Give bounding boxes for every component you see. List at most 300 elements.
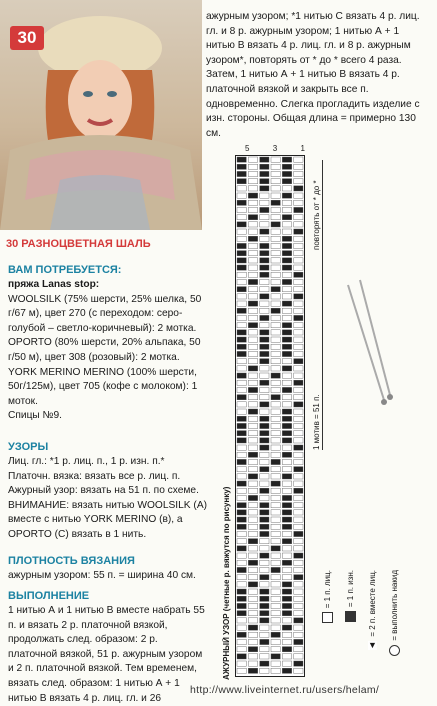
chart-cell	[237, 438, 246, 443]
chart-cell	[282, 582, 291, 587]
col-label-3: 3	[272, 144, 278, 153]
chart-cell	[260, 481, 269, 486]
chart-cell	[294, 366, 303, 371]
chart-cell	[294, 251, 303, 256]
chart-cell	[294, 373, 303, 378]
chart-cell	[294, 395, 303, 400]
chart-cell	[248, 596, 257, 601]
chart-cell	[282, 186, 291, 191]
chart-cell	[260, 186, 269, 191]
chart-cell	[237, 359, 246, 364]
chart-cell	[237, 186, 246, 191]
chart-cell	[248, 287, 257, 292]
source-url: http://www.liveinternet.ru/users/helam/	[190, 684, 380, 696]
chart-cell	[282, 661, 291, 666]
execution-text: 1 нитью А и 1 нитью В вместе набрать 55 п. и вязать 2 р. платочной вязкой, продолжать след. образом: 2 р. платочной вязкой, 51 р. ажурным узором и 2 п. платочной вязкой. Тем временем, вязать след. образом: 1 нитью А + 1 нитью В вязать 4 р. лиц. гл. и 26	[8, 605, 205, 704]
chart-cell	[237, 654, 246, 659]
chart-cell	[237, 423, 246, 428]
chart-cell	[260, 632, 269, 637]
chart-cell	[248, 467, 257, 472]
chart-cell	[260, 323, 269, 328]
chart-cell	[237, 488, 246, 493]
chart-cell	[271, 618, 280, 623]
chart-cell	[282, 251, 291, 256]
chart-cell	[260, 366, 269, 371]
chart-cell	[248, 654, 257, 659]
chart-cell	[271, 229, 280, 234]
chart-cell	[294, 503, 303, 508]
chart-cell	[271, 639, 280, 644]
chart-cell	[237, 524, 246, 529]
chart-cell	[248, 423, 257, 428]
chart-cell	[260, 423, 269, 428]
chart-cell	[260, 258, 269, 263]
chart-cell	[248, 503, 257, 508]
purl-symbol-icon	[345, 611, 356, 622]
chart-cell	[282, 315, 291, 320]
chart-cell	[282, 416, 291, 421]
chart-cell	[282, 171, 291, 176]
chart-cell	[248, 222, 257, 227]
chart-cell	[237, 315, 246, 320]
chart-cell	[248, 373, 257, 378]
chart-cell	[260, 229, 269, 234]
chart-cell	[260, 603, 269, 608]
chart-cell	[260, 474, 269, 479]
chart-cell	[237, 337, 246, 342]
chart-cell	[271, 567, 280, 572]
chart-cell	[282, 409, 291, 414]
chart-cell	[248, 488, 257, 493]
chart-cell	[260, 524, 269, 529]
chart-cell	[237, 351, 246, 356]
chart-cell	[248, 279, 257, 284]
chart-cell	[294, 287, 303, 292]
chart-cell	[237, 200, 246, 205]
chart-cell	[237, 301, 246, 306]
density-text: ажурным узором: 55 п. = ширина 40 см.	[8, 570, 196, 581]
chart-cell	[248, 589, 257, 594]
chart-cell	[271, 409, 280, 414]
chart-cell	[237, 416, 246, 421]
chart-cell	[248, 272, 257, 277]
chart-cell	[282, 265, 291, 270]
chart-cell	[294, 207, 303, 212]
pattern-3: Ажурный узор: вязать на 51 п. по схеме.	[8, 485, 199, 497]
chart-cell	[260, 164, 269, 169]
chart-cell	[271, 452, 280, 457]
chart-cell	[282, 474, 291, 479]
chart-cell	[294, 265, 303, 270]
chart-cell	[260, 668, 269, 673]
chart-cell	[248, 157, 257, 162]
chart-cell	[282, 553, 291, 558]
chart-cell	[271, 380, 280, 385]
chart-cell	[260, 380, 269, 385]
chart-cell	[282, 539, 291, 544]
chart-cell	[294, 510, 303, 515]
chart-cell	[260, 279, 269, 284]
chart-cell	[271, 287, 280, 292]
chart-cell	[271, 279, 280, 284]
chart-cell	[248, 632, 257, 637]
chart-cell	[294, 575, 303, 580]
chart-cell	[294, 351, 303, 356]
chart-cell	[271, 323, 280, 328]
chart-cell	[237, 222, 246, 227]
chart-cell	[282, 639, 291, 644]
chart-cell	[294, 416, 303, 421]
chart-cell	[248, 337, 257, 342]
legend-k2tog-text: = 2 п. вместе лиц.	[368, 570, 377, 637]
k2tog-symbol-icon: ▼	[368, 639, 377, 650]
chart-cell	[248, 366, 257, 371]
chart-cell	[294, 611, 303, 616]
chart-cell	[294, 639, 303, 644]
chart-cell	[237, 625, 246, 630]
chart-cell	[237, 531, 246, 536]
chart-cell	[260, 495, 269, 500]
chart-cell	[248, 409, 257, 414]
chart-cell	[282, 517, 291, 522]
legend-purl-text: = 1 п. изн.	[346, 570, 355, 608]
chart-cell	[294, 236, 303, 241]
chart-cell	[260, 251, 269, 256]
chart-cell	[271, 445, 280, 450]
chart-cell	[271, 366, 280, 371]
chart-cell	[271, 603, 280, 608]
chart-cell	[282, 654, 291, 659]
chart-cell	[294, 193, 303, 198]
chart-cell	[248, 186, 257, 191]
repeat-label: повторять от * до *	[312, 180, 321, 250]
chart-cell	[282, 380, 291, 385]
chart-cell	[248, 553, 257, 558]
chart-cell	[271, 438, 280, 443]
patterns-block	[8, 455, 208, 543]
chart-cell	[248, 531, 257, 536]
chart-cell	[282, 567, 291, 572]
needles-text: Спицы №9.	[8, 410, 62, 422]
chart-cell	[294, 488, 303, 493]
chart-cell	[260, 654, 269, 659]
chart-cell	[271, 344, 280, 349]
chart-cell	[237, 575, 246, 580]
chart-cell	[248, 229, 257, 234]
chart-cell	[248, 193, 257, 198]
density-heading: ПЛОТНОСТЬ ВЯЗАНИЯ	[8, 555, 135, 567]
chart-cell	[237, 164, 246, 169]
chart-cell	[294, 661, 303, 666]
chart-cell	[271, 308, 280, 313]
materials-block	[8, 278, 208, 424]
chart-cell	[294, 531, 303, 536]
chart-cell	[260, 639, 269, 644]
lace-chart	[235, 155, 305, 677]
continuation-text: ажурным узором; *1 нитью С вязать 4 р. лиц. гл. и 8 р. ажурным узором; 1 нитью А + 1 нитью В вязать 4 р. лиц. гл. и 8 р. ажурным узором*, повторять от * до * всего 4 раза. Затем, 1 нитью А + 1 нитью В вязать 4 р. платочной вязкой и закрыть все п. одновременно. Слегка прогладить изделие с изн. стороны. Общая длина = примерно 130 см.	[206, 11, 420, 139]
chart-cell	[237, 373, 246, 378]
chart-cell	[294, 186, 303, 191]
chart-cell	[237, 589, 246, 594]
chart-cell	[237, 287, 246, 292]
chart-cell	[294, 452, 303, 457]
chart-cell	[237, 553, 246, 558]
chart-cell	[271, 654, 280, 659]
chart-cell	[237, 366, 246, 371]
chart-cell	[282, 668, 291, 673]
chart-cell	[260, 222, 269, 227]
chart-cell	[260, 596, 269, 601]
chart-cell	[237, 618, 246, 623]
chart-legend	[322, 570, 400, 656]
chart-cell	[248, 481, 257, 486]
chart-cell	[260, 337, 269, 342]
chart-cell	[248, 459, 257, 464]
chart-cell	[237, 323, 246, 328]
chart-cell	[294, 474, 303, 479]
chart-cell	[294, 215, 303, 220]
chart-cell	[271, 265, 280, 270]
chart-cell	[294, 229, 303, 234]
chart-cell	[248, 611, 257, 616]
woolsilk-text: WOOLSILK (75% шерсти, 25% шелка, 50 г/67 м), цвет 270 (с переходом: серо-голубой – светло-коричневый): 2 мотка.	[8, 293, 202, 334]
chart-cell	[282, 395, 291, 400]
chart-cell	[260, 287, 269, 292]
chart-cell	[260, 330, 269, 335]
legend-item-k2tog	[368, 570, 377, 656]
chart-cell	[237, 546, 246, 551]
chart-cell	[294, 330, 303, 335]
chart-cell	[271, 668, 280, 673]
chart-cell	[248, 661, 257, 666]
chart-cell	[248, 215, 257, 220]
chart-cell	[271, 560, 280, 565]
chart-cell	[237, 431, 246, 436]
chart-cell	[271, 481, 280, 486]
chart-cell	[260, 503, 269, 508]
chart-cell	[271, 416, 280, 421]
chart-cell	[271, 395, 280, 400]
chart-cell	[260, 409, 269, 414]
chart-cell	[282, 467, 291, 472]
chart-cell	[237, 294, 246, 299]
chart-cell	[294, 409, 303, 414]
chart-cell	[260, 351, 269, 356]
chart-cell	[294, 668, 303, 673]
chart-cell	[271, 495, 280, 500]
chart-cell	[260, 431, 269, 436]
chart-cell	[271, 164, 280, 169]
chart-cell	[260, 243, 269, 248]
chart-cell	[260, 373, 269, 378]
chart-cell	[260, 157, 269, 162]
chart-cell	[282, 272, 291, 277]
chart-cell	[271, 582, 280, 587]
chart-cell	[260, 510, 269, 515]
chart-cell	[237, 445, 246, 450]
legend-item-knit	[322, 570, 333, 656]
chart-cell	[248, 179, 257, 184]
chart-col-labels	[245, 144, 305, 153]
chart-cell	[271, 330, 280, 335]
patterns-heading: УЗОРЫ	[8, 441, 49, 453]
chart-cell	[294, 445, 303, 450]
execution-heading: ВЫПОЛНЕНИЕ	[8, 590, 90, 602]
chart-cell	[260, 560, 269, 565]
chart-cell	[271, 431, 280, 436]
chart-cell	[260, 315, 269, 320]
chart-cell	[282, 438, 291, 443]
chart-cell	[237, 279, 246, 284]
chart-cell	[260, 179, 269, 184]
chart-cell	[282, 229, 291, 234]
chart-cell	[248, 416, 257, 421]
chart-cell	[282, 423, 291, 428]
chart-cell	[271, 294, 280, 299]
chart-cell	[271, 503, 280, 508]
chart-cell	[271, 423, 280, 428]
chart-cell	[237, 510, 246, 515]
pattern-4: ВНИМАНИЕ: вязать нитью WOOLSILK (А) вместе с нитью YORK MERINO (в), а OPORTO (С) вязать в 1 нить.	[8, 499, 208, 540]
chart-cell	[282, 488, 291, 493]
pattern-2: Платочн. вязка: вязать все р. лиц. п.	[8, 470, 181, 482]
chart-cell	[282, 575, 291, 580]
chart-cell	[248, 236, 257, 241]
chart-cell	[248, 539, 257, 544]
chart-cell	[271, 596, 280, 601]
chart-cell	[248, 294, 257, 299]
chart-cell	[237, 582, 246, 587]
chart-cell	[294, 337, 303, 342]
chart-cell	[237, 639, 246, 644]
col-label-5: 5	[245, 144, 250, 153]
chart-cell	[294, 546, 303, 551]
chart-cell	[294, 524, 303, 529]
chart-cell	[248, 625, 257, 630]
chart-cell	[260, 661, 269, 666]
legend-knit-text: = 1 п. лиц.	[323, 570, 332, 609]
chart-cell	[271, 611, 280, 616]
chart-cell	[248, 251, 257, 256]
chart-cell	[271, 301, 280, 306]
pattern-title: 30 РАЗНОЦВЕТНАЯ ШАЛЬ	[6, 238, 151, 250]
chart-cell	[271, 337, 280, 342]
chart-cell	[248, 546, 257, 551]
chart-cell	[282, 287, 291, 292]
chart-cell	[271, 510, 280, 515]
chart-cell	[271, 625, 280, 630]
chart-cell	[271, 222, 280, 227]
chart-cell	[271, 179, 280, 184]
chart-cell	[260, 402, 269, 407]
chart-cell	[248, 351, 257, 356]
chart-cell	[282, 344, 291, 349]
chart-cell	[271, 200, 280, 205]
motif-label: 1 мотив = 51 п.	[312, 394, 321, 450]
chart-cell	[248, 452, 257, 457]
legend-yo-text: = выполнить накид	[390, 570, 399, 641]
chart-cell	[294, 222, 303, 227]
chart-cell	[237, 495, 246, 500]
chart-cell	[248, 380, 257, 385]
chart-cell	[248, 474, 257, 479]
chart-cell	[282, 222, 291, 227]
chart-cell	[260, 294, 269, 299]
chart-cell	[271, 546, 280, 551]
chart-cell	[248, 438, 257, 443]
chart-cell	[260, 387, 269, 392]
chart-cell	[237, 265, 246, 270]
chart-cell	[271, 488, 280, 493]
chart-cell	[260, 567, 269, 572]
chart-cell	[237, 344, 246, 349]
chart-cell	[237, 560, 246, 565]
chart-cell	[260, 215, 269, 220]
chart-cell	[294, 402, 303, 407]
chart-cell	[282, 531, 291, 536]
chart-cell	[237, 596, 246, 601]
chart-cell	[282, 481, 291, 486]
chart-cell	[260, 193, 269, 198]
chart-grid	[236, 156, 304, 676]
chart-cell	[271, 459, 280, 464]
chart-cell	[282, 524, 291, 529]
chart-cell	[248, 639, 257, 644]
chart-cell	[248, 395, 257, 400]
chart-cell	[248, 344, 257, 349]
chart-cell	[294, 553, 303, 558]
chart-cell	[294, 596, 303, 601]
chart-cell	[282, 279, 291, 284]
chart-cell	[282, 431, 291, 436]
chart-cell	[294, 438, 303, 443]
chart-cell	[294, 308, 303, 313]
chart-cell	[237, 229, 246, 234]
knit-symbol-icon	[322, 612, 333, 623]
chart-cell	[237, 387, 246, 392]
chart-cell	[282, 200, 291, 205]
chart-cell	[294, 495, 303, 500]
chart-cell	[294, 315, 303, 320]
yarn-line: пряжа Lanas stop:	[8, 279, 100, 290]
chart-cell	[294, 179, 303, 184]
chart-cell	[260, 517, 269, 522]
chart-cell	[248, 668, 257, 673]
chart-cell	[237, 459, 246, 464]
chart-cell	[271, 524, 280, 529]
repeat-bracket	[322, 160, 325, 450]
chart-cell	[260, 265, 269, 270]
chart-cell	[271, 517, 280, 522]
chart-cell	[237, 272, 246, 277]
chart-cell	[282, 294, 291, 299]
chart-cell	[260, 452, 269, 457]
chart-cell	[282, 301, 291, 306]
chart-cell	[282, 308, 291, 313]
chart-cell	[260, 438, 269, 443]
chart-cell	[237, 251, 246, 256]
chart-cell	[271, 272, 280, 277]
chart-cell	[271, 193, 280, 198]
chart-cell	[248, 323, 257, 328]
chart-cell	[260, 459, 269, 464]
chart-cell	[237, 661, 246, 666]
chart-cell	[282, 560, 291, 565]
chart-cell	[271, 251, 280, 256]
chart-cell	[282, 510, 291, 515]
chart-cell	[294, 567, 303, 572]
chart-cell	[237, 409, 246, 414]
